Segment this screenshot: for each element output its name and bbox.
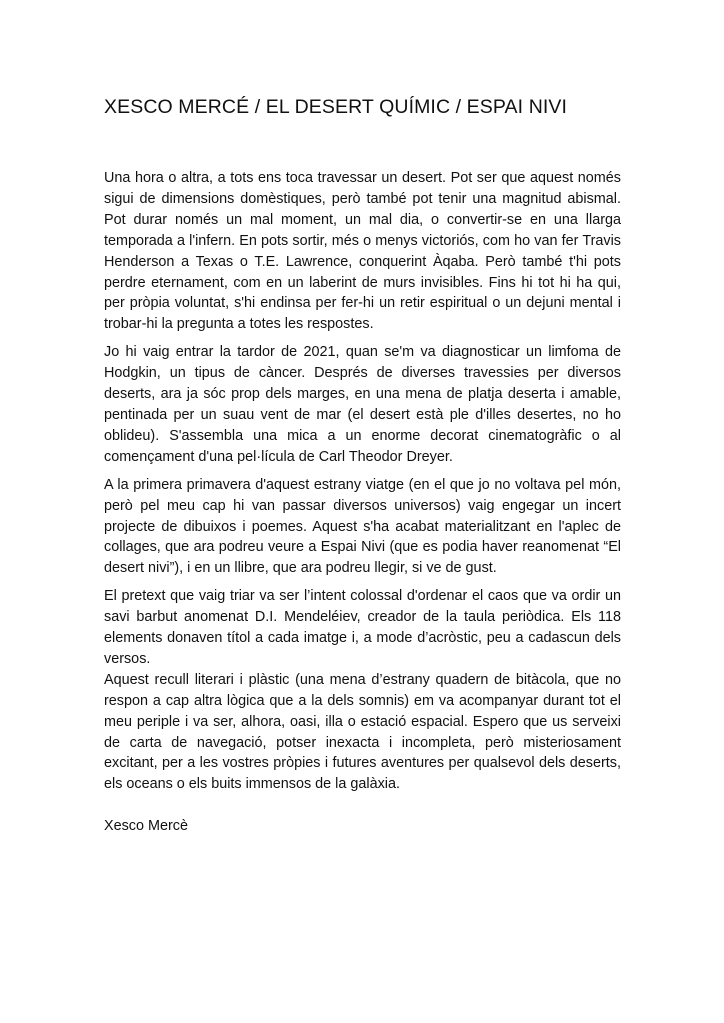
- document-page: [104, 93, 621, 837]
- document-body: [104, 168, 621, 795]
- paragraph-1: Una hora o altra, a tots ens toca travessar un desert. Pot ser que aquest només sigui de dimensions domèstiques, però també pot tenir una magnitud abismal. Pot durar només un mal moment, un mal dia, o convertir-se en una llarga temporada a l'infern. En pots sortir, més o menys victoriós, com ho van fer Travis Henderson a Texas o T.E. Lawrence, conquerint Àqaba. Però també t'hi pots perdre eternament, com en un laberint de murs invisibles. Fins hi tot hi ha qui, per pròpia voluntat, s'hi endinsa per fer-hi un retir espiritual o un dejuni mental i trobar-hi la pregunta a totes les respostes.: [104, 170, 621, 333]
- paragraph-3: A la primera primavera d'aquest estrany viatge (en el que jo no voltava pel món, però pel meu cap hi van passar diversos universos) vaig engegar un incert projecte de dibuixos i poemes. Aquest s'ha acabat materialitzant en l'aplec de collages, que ara podreu veure a Espai Nivi (que es podia haver reanomenat “El desert nivi”), i en un llibre, que ara podreu llegir, si ve de gust.: [104, 476, 621, 577]
- paragraph-4: El pretext que vaig triar va ser l’intent colossal d'ordenar el caos que va ordir un savi barbut anomenat D.I. Mendeléiev, creador de la taula periòdica. Els 118 elements donaven títol a cada imatge i, a mode d’acròstic, peu a cadascun dels versos.: [104, 588, 621, 667]
- paragraph-2: Jo hi vaig entrar la tardor de 2021, quan se'm va diagnosticar un limfoma de Hodgkin, un tipus de càncer. Després de diverses travessies per diversos deserts, ara ja sóc prop dels marges, en una mena de platja deserta i amable, pentinada per un suau vent de mar (el desert està ple d'illes desertes, no ho oblideu). S'assembla una mica a un enorme decorat cinematogràfic o al començament d'una pel·lícula de Carl Theodor Dreyer.: [104, 344, 621, 465]
- paragraph-5: Aquest recull literari i plàstic (una mena d’estrany quadern de bitàcola, que no respon a cap altra lògica que a la dels somnis) em va acompanyar durant tot el meu periple i va ser, alhora, oasi, illa o estació espacial. Espero que us serveixi de carta de navegació, potser inexacta i incompleta, però misteriosament excitant, per a les vostres pròpies i futures aventures per qualsevol dels deserts, els oceans o els buits immensos de la galàxia.: [104, 671, 621, 793]
- document-title: XESCO MERCÉ / EL DESERT QUÍMIC / ESPAI NIVI: [104, 96, 568, 118]
- author-signature: Xesco Mercè: [104, 818, 188, 835]
